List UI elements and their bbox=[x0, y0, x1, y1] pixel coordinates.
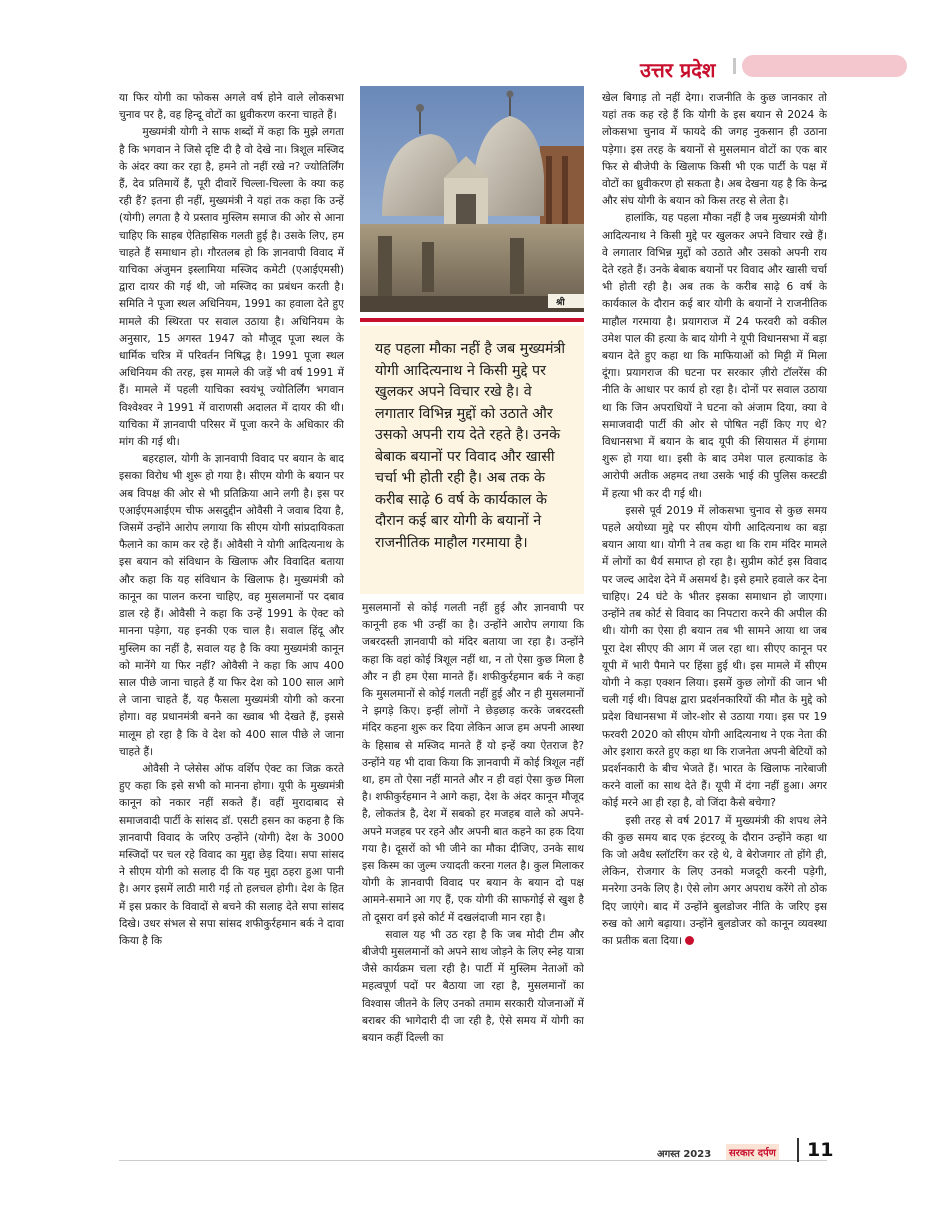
paragraph: सवाल यह भी उठ रहा है कि जब मोदी टीम और बीजेपी मुसलमानों को अपने साथ जोड़ने के लिए स्नेह यात्रा जैसे कार्यक्रम चला रही है। पार्टी में मुस्लिम नेताओं को महत्वपूर्ण पदों पर बैठाया जा रहा है, मुसलमानों का विश्वास जीतने के लिए उनको तमाम सरकारी योजनाओं में बराबर की भागेदारी दी जा रही है, ऐसे समय में योगी का बयान कहीं दिल्ली का bbox=[362, 928, 584, 1045]
paragraph: बहरहाल, योगी के ज्ञानवापी विवाद पर बयान के बाद इसका विरोध भी शुरू हो गया है। सीएम योगी के बयान पर अब विपक्ष की ओर से भी प्रतिक्रिया आने लगी है। इस पर एआईएमआईएम चीफ असदुद्दीन ओवैसी ने जवाब दिया है, जिसमें उन्होंने आरोप लगाया कि सीएम योगी सांप्रदायिकता फैलाने का काम कर रहे हैं। ओवैसी ने योगी आदित्यनाथ के इस बयान को संविधान के खिलाफ और विवादित बताया और कहा कि यह संविधान के खिलाफ है। मुख्यमंत्री को कानून का पालन करना चाहिए, वह मुसलमानों पर दबाव डाल रहे हैं। ओवैसी ने कहा कि उन्हें 1991 के ऐक्ट को मानना पड़ेगा, यह इनकी एक चाल है। सवाल हिंदू और मुस्लिम का नहीं है, सवाल यह है कि क्या मुख्यमंत्री कानून को मानेंगे या फिर नहीं? ओवैसी ने कहा कि आप 400 साल पीछे जाना चाहते हैं या फिर देश को 100 साल आगे ले जाना चाहते हैं, यह फैसला मुख्यमंत्री योगी को करना होगा। वह प्रधानमंत्री बनने का ख्वाब भी देखते हैं, इससे मालूम हो रहा है कि वे देश को 400 साल पीछे ले जाना चाहते हैं। bbox=[119, 453, 344, 758]
paragraph: ओवैसी ने प्लेसेस ऑफ वर्शिप ऐक्ट का जिक्र करते हुए कहा कि इसे सभी को मानना होगा। यूपी के मुख्यमंत्री कानून को नकार नहीं सकते हैं। वहीं मुरादाबाद से समाजवादी पार्टी के सांसद डॉ. एसटी हसन का कहना है कि ज्ञानवापी विवाद के जरिए उन्होंने (योगी) देश के 3000 मस्जिदों पर चल रहे विवाद का मुद्दा छेड़ दिया। सपा सांसद ने सीएम योगी को सलाह दी कि यह मुद्दा ठहरा हुआ पानी है। अगर इसमें लाठी मारी गई तो हलचल होगी। देश के हित में इस प्रकार के विवादों से बचने की सलाह देते सपा सांसद दिखे। उधर संभल से सपा सांसद शफीकुर्रहमान बर्क ने दावा किया है कि bbox=[119, 762, 344, 947]
paragraph: इससे पूर्व 2019 में लोकसभा चुनाव से कुछ समय पहले अयोध्या मुद्दे पर सीएम योगी आदित्यनाथ का बड़ा बयान आया था। योगी ने तब कहा था कि राम मंदिर मामले में लोगों का धैर्य समाप्त हो रहा है। सुप्रीम कोर्ट इस विवाद पर जल्द आदेश देने में असमर्थ है। इसे हमारे हवाले कर देना चाहिए। 24 घंटे के भीतर इसका समाधान हो जाएगा। उन्होंने तब कोर्ट से विवाद का निपटारा करने की अपील की थी। योगी का ऐसा ही बयान तब भी सामने आया था जब पूरा देश सीएए की आग में जल रहा था। सीएए कानून पर यूपी में भारी पैमाने पर हिंसा हुई थी। इस मामले में सीएम योगी ने कड़ा एक्शन लिया। इसमें कुछ लोगों की जान भी चली गई थी। विपक्ष द्वारा प्रदर्शनकारियों की मौत के मुद्दे को प्रदेश विधानसभा में जोर-शोर से उठाया गया। इस पर 19 फरवरी 2020 को सीएम योगी आदित्यनाथ ने एक नेता की ओर इशारा करते हुए कहा था कि राजनेता अपनी बेटियों को प्रदर्शनकारी के बीच भेजते हैं। भारत के खिलाफ नारेबाजी करने वालों का साथ देते हैं। यूपी में दंगा नहीं हुआ। अगर कोई मरने आ ही रहा है, वो जिंदा कैसे बचेगा? bbox=[602, 504, 827, 810]
magazine-logo: सरकार दर्पण bbox=[726, 1144, 779, 1160]
article-column-3 bbox=[602, 90, 827, 1130]
paragraph bbox=[602, 813, 827, 951]
article-column-2 bbox=[362, 600, 584, 1132]
end-bullet-icon bbox=[685, 936, 694, 945]
photo-credit: श्री bbox=[556, 298, 565, 308]
paragraph: मुख्यमंत्री योगी ने साफ शब्दों में कहा कि मुझे लगता है कि भगवान ने जिसे दृष्टि दी है वो देखे ना। त्रिशूल मस्जिद के अंदर क्या कर रहा है, हमने तो नहीं रखे न? ज्योतिर्लिंग हैं, देव प्रतिमायें हैं, पूरी दीवारें चिल्ला-चिल्ला के क्या कह रही हैं? इतना ही नहीं, मुख्यमंत्री ने यहां तक कहा कि उन्हें (योगी) लगता है ये प्रस्ताव मुस्लिम समाज की ओर से आना चाहिए कि साहब ऐतिहासिक गलती हुई है। उसके लिए, हम चाहते हैं समाधान हो। गौरतलब हो कि ज्ञानवापी विवाद में याचिका अंजुमन इस्लामिया मस्जिद कमेटी (एआईएमसी) द्वारा दायर की गई थी, जो मस्जिद का प्रबंधन करती है। समिति ने पूजा स्थल अधिनियम, 1991 का हवाला देते हुए मामले की स्थिरता पर सवाल उठाया है। अधिनियम के अनुसार, 15 अगस्त 1947 को मौजूद पूजा स्थल के धार्मिक चरित्र में परिवर्तन निषिद्ध है। 1991 पूजा स्थल अधिनियम की तरह, इस मामले की जड़ें भी वर्ष 1991 में हैं। मामले में पहली याचिका स्वयंभू ज्योतिर्लिंग भगवान विश्वेश्वर ने 1991 में वाराणसी अदालत में दायर की थी। याचिका में ज्ञानवापी परिसर में पूजा करने के अधिकार की मांग की गई थी। bbox=[119, 126, 344, 449]
issue-date: अगस्त 2023 bbox=[657, 1149, 712, 1160]
paragraph: खेल बिगाड़ तो नहीं देगा। राजनीति के कुछ जानकार तो यहां तक कह रहे हैं कि योगी के इस बयान से 2024 के लोकसभा चुनाव में फायदे की जगह नुकसान ही उठाना पड़ेगा। इस तरह के बयानों से मुसलमान वोटों का एक बार फिर से बीजेपी के खिलाफ किसी भी एक पार्टी के पक्ष में वोटों का ध्रुवीकरण हो सकता है। अब देखना यह है कि केन्द्र और संघ योगी के बयान को किस तरह से लेता है। bbox=[602, 92, 827, 208]
article-column-1 bbox=[119, 90, 344, 1130]
paragraph: हालांकि, यह पहला मौका नहीं है जब मुख्यमंत्री योगी आदित्यनाथ ने किसी मुद्दे पर खुलकर अपने विचार रखे हैं। वे लगातार विभिन्न मुद्दों को उठाते और उसको अपनी राय देते रहते हैं। उनके बेबाक बयानों पर विवाद और खासी चर्चा भी होती रही है। अब तक के करीब साढ़े 6 वर्ष के कार्यकाल के दौरान कई बार योगी के बयानों ने राजनीतिक माहौल गरमाया है। प्रयागराज में 24 फरवरी को वकील उमेश पाल की हत्या के बाद योगी ने यूपी विधानसभा में बड़ा बयान देते हुए कहा था कि माफियाओं को मिट्टी में मिला दूंगा। प्रयागराज की घटना पर सरकार ज़ीरो टॉलरेंस की नीति के आधार पर कार्य हो रहा है। दोनों पर सवाल उठाया था कि जिन अपराधियों ने घटना को अंजाम दिया, क्या वे समाजवादी पार्टी की ओर से पोषित नहीं किए गए थे? विधानसभा में बयान के बाद यूपी की सियासत में हंगामा शुरू हो गया था। इसी के बाद उमेश पाल हत्याकांड के आरोपी अतीक अहमद तथा उसके भाई की पुलिस कस्टडी में हत्या भी कर दी गई थी। bbox=[602, 212, 827, 500]
footer-rule bbox=[119, 1160, 827, 1161]
page-number: 11 bbox=[807, 1139, 834, 1161]
section-divider bbox=[733, 58, 736, 74]
quote-top-rule bbox=[360, 318, 584, 322]
paragraph-text: इसी तरह से वर्ष 2017 में मुख्यमंत्री की शपथ लेने की कुछ समय बाद एक इंटरव्यू के दौरान उन्होंने कहा था कि जो अवैध स्लॉटरिंग कर रहे थे, वे बेरोजगार तो होंगे ही, लेकिन, रोजगार के लिए उनको मजदूरी करनी पड़ेगी, मनरेगा उनके लिए है। ऐसे लोग अगर अपराध करेंगे तो ठोक दिए जाएंगे। बाद में उन्होंने बुलडोजर नीति के जरिए इस रुख को आगे बढ़ाया। उन्होंने बुलडोजर को कानून व्यवस्था का प्रतीक बता दिया। bbox=[602, 814, 827, 947]
pullquote-text: यह पहला मौका नहीं है जब मुख्यमंत्री योगी आदित्यनाथ ने किसी मुद्दे पर खुलकर अपने विचार रखे है। वे लगातार विभिन्न मुद्दों को उठाते और उसको अपनी राय देते रहते है। उनके बेबाक बयानों पर विवाद और खासी चर्चा भी होती रही है। अब तक के करीब साढ़े 6 वर्ष के कार्यकाल के दौरान कई बार योगी के बयानों ने राजनीतिक माहौल गरमाया है। bbox=[375, 341, 566, 551]
section-decor-bar bbox=[742, 55, 907, 77]
footer-divider bbox=[797, 1138, 799, 1162]
section-title: उत्तर प्रदेश bbox=[640, 58, 716, 82]
paragraph: मुसलमानों से कोई गलती नहीं हुई और ज्ञानवापी पर कानूनी हक भी उन्हीं का है। उन्होंने आरोप लगाया कि जबरदस्ती ज्ञानवापी को मंदिर बताया जा रहा है। उन्होंने कहा कि वहां कोई त्रिशूल नहीं था, न तो ऐसा कुछ मिला है और न ही हम ऐसा मानते हैं। शफीकुर्रहमान बर्क ने कहा कि मुसलमानों से कोई गलती नहीं हुई और न ही मुसलमानों ने झगड़े किए। इन्हीं लोगों ने छेड़छाड़ करके जबरदस्ती मंदिर कहना शुरू कर दिया लेकिन आज हम अपनी आस्था के हिसाब से मस्जिद मानते हैं यो इन्हें क्या ऐतराज है? उन्होंने यह भी दावा किया कि ज्ञानवापी में कोई त्रिशूल नहीं था, हम तो ऐसा नहीं मानते और न ही वहां ऐसा कुछ मिला है। शफीकुर्रहमान ने आगे कहा, देश के अंदर कानून मौजूद है, लोकतंत्र है, देश में सबको हर मजहब वाले को अपने-अपने मजहब पर रहने और अपनी बात कहने का हक दिया गया है। दूसरों को भी जीने का मौका दीजिए, उनके साथ इस किस्म का जुल्म ज्यादती करना गलत है। कुल मिलाकर योगी के ज्ञानवापी विवाद पर बयान के बयान दो पक्ष आमने-समाने आ गए हैं, एक योगी की साफगोई से खुश है तो दूसरा वर्ग इसे कोर्ट में दखलंदाजी मान रहा है। bbox=[362, 602, 584, 924]
article-photo bbox=[360, 86, 584, 312]
mosque-photo-illustration bbox=[360, 86, 584, 312]
paragraph: या फिर योगी का फोकस अगले वर्ष होने वाले लोकसभा चुनाव पर है, वह हिन्दू वोटों का ध्रुवीकरण करना चाहते हैं। bbox=[119, 92, 344, 122]
